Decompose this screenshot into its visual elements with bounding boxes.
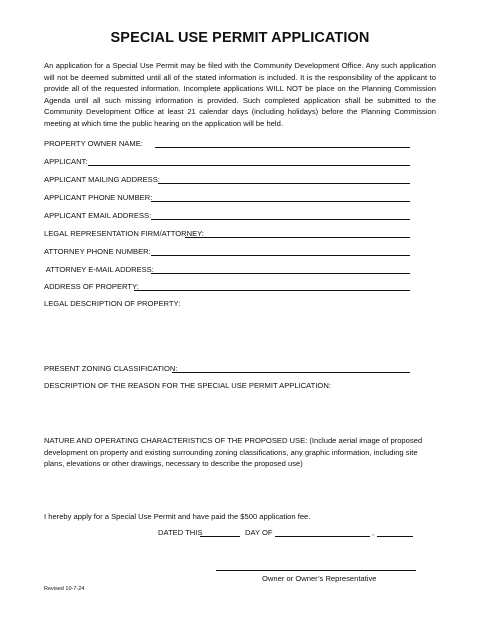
signature-line[interactable] xyxy=(216,570,416,571)
revised-date: Revised 10-7-24 xyxy=(44,586,85,592)
phone-label: APPLICANT PHONE NUMBER: xyxy=(44,193,153,202)
owner-name-label: PROPERTY OWNER NAME: xyxy=(44,139,143,148)
email-line[interactable] xyxy=(151,219,410,220)
owner-name-line[interactable] xyxy=(155,147,410,148)
declaration-text: I hereby apply for a Special Use Permit and have paid the $500 application fee. xyxy=(44,512,311,521)
applicant-line[interactable] xyxy=(88,165,410,166)
legal-rep-label: LEGAL REPRESENTATION FIRM/ATTORNEY: xyxy=(44,229,204,238)
zoning-line[interactable] xyxy=(172,372,410,373)
attorney-email-label: ATTORNEY E-MAIL ADDRESS: xyxy=(44,265,154,274)
page-title: SPECIAL USE PERMIT APPLICATION xyxy=(110,30,370,46)
phone-line[interactable] xyxy=(151,201,410,202)
dated-day-line[interactable] xyxy=(200,536,240,537)
intro-paragraph: An application for a Special Use Permit may be filed with the Community Development Office. Any such application will not be deemed submitted until all of the stated information is included. It is the responsibility of the applicant to provide all of the requested information. Incomplete applications WILL NOT be place on the Planning Commission Agenda until all such missing information is provided. Such completed application shall be submitted to the Community Development Office at least 21 calendar days (including holidays) before the Planning Commission meeting at which time the public hearing on the application will be held. xyxy=(44,61,436,128)
email-label: APPLICANT EMAIL ADDRESS: xyxy=(44,211,152,220)
signature-label: Owner or Owner’s Representative xyxy=(262,574,377,583)
nature-label: NATURE AND OPERATING CHARACTERISTICS OF THE PROPOSED USE: (Include aerial image of proposed development on property and existing surrounding zoning classifications, any graphic information, including site plans, elevations or other drawings, necessary to describe the proposed use) xyxy=(44,436,423,468)
zoning-label: PRESENT ZONING CLASSIFICATION: xyxy=(44,364,178,373)
attorney-email-line[interactable] xyxy=(151,273,410,274)
day-of-label: DAY OF xyxy=(245,528,273,537)
legal-rep-line[interactable] xyxy=(185,237,410,238)
mailing-address-label: APPLICANT MAILING ADDRESS: xyxy=(44,175,160,184)
attorney-phone-label: ATTORNEY PHONE NUMBER: xyxy=(44,247,151,256)
property-address-label: ADDRESS OF PROPERTY: xyxy=(44,282,139,291)
dated-year-line[interactable] xyxy=(377,536,413,537)
dated-comma: , xyxy=(372,528,375,537)
dated-this-label: DATED THIS xyxy=(158,528,203,537)
dated-month-line[interactable] xyxy=(275,536,370,537)
property-address-line[interactable] xyxy=(134,290,410,291)
mailing-address-line[interactable] xyxy=(158,183,410,184)
legal-description-label: LEGAL DESCRIPTION OF PROPERTY: xyxy=(44,299,181,308)
attorney-phone-line[interactable] xyxy=(151,255,410,256)
reason-label: DESCRIPTION OF THE REASON FOR THE SPECIAL USE PERMIT APPLICATION: xyxy=(44,381,331,390)
applicant-label: APPLICANT: xyxy=(44,157,88,166)
